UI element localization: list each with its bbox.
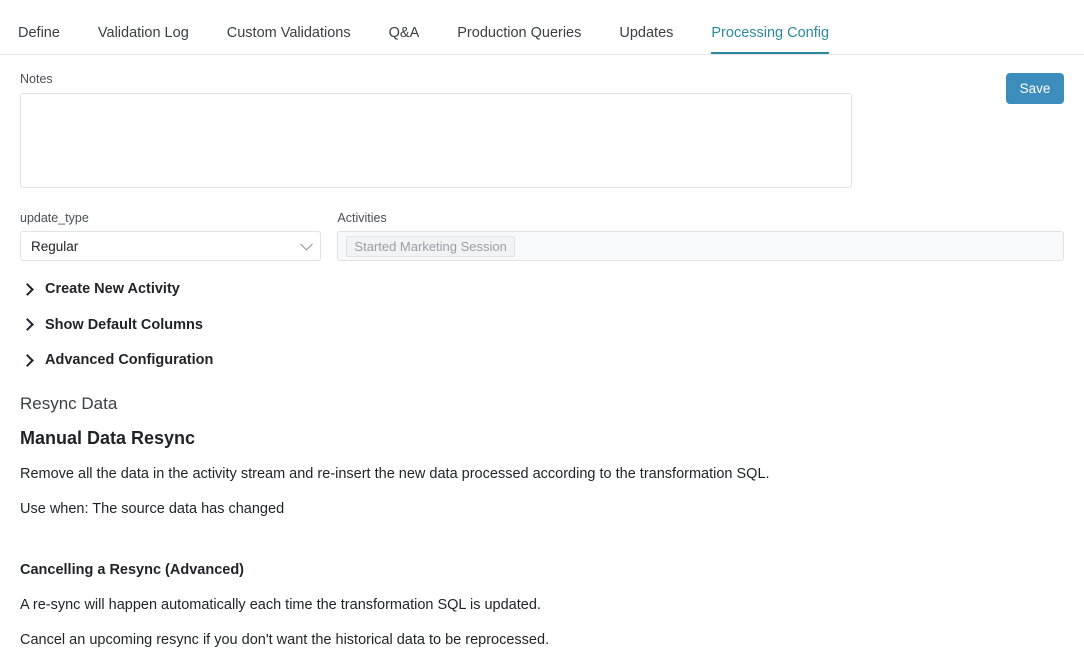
cancel-resync-description-1: A re-sync will happen automatically each time the transformation SQL is updated. bbox=[20, 597, 541, 614]
activities-multiselect[interactable] bbox=[337, 231, 1064, 261]
update-type-value: Regular bbox=[31, 238, 79, 254]
chevron-right-icon bbox=[21, 283, 34, 296]
activities-label: Activities bbox=[337, 210, 387, 225]
manual-resync-heading: Manual Data Resync bbox=[20, 427, 196, 448]
cancel-resync-description-2: Cancel an upcoming resync if you don't want the historical data to be reprocessed. bbox=[20, 631, 550, 648]
notes-input[interactable] bbox=[20, 93, 852, 188]
manual-resync-description: Remove all the data in the activity stream and re-insert the new data processed according to the transformation SQL. bbox=[20, 466, 770, 483]
tab-validation-log[interactable]: Validation Log bbox=[97, 24, 189, 41]
accordion-label: Advanced Configuration bbox=[45, 352, 214, 368]
chevron-down-icon bbox=[301, 238, 314, 251]
config-selects-row bbox=[20, 212, 1064, 262]
resync-section-title: Resync Data bbox=[20, 393, 118, 413]
accordion-create-new-activity[interactable] bbox=[20, 282, 1064, 297]
cancel-resync-subheading: Cancelling a Resync (Advanced) bbox=[20, 562, 245, 579]
update-type-label: update_type bbox=[20, 210, 89, 225]
chevron-right-icon bbox=[21, 354, 34, 367]
update-type-select[interactable] bbox=[20, 231, 321, 261]
manual-resync-usage: Use when: The source data has changed bbox=[20, 501, 285, 518]
tab-updates[interactable]: Updates bbox=[619, 24, 674, 41]
accordion-advanced-configuration[interactable] bbox=[20, 353, 1064, 368]
accordion-show-default-columns[interactable] bbox=[20, 318, 1064, 333]
update-type-field bbox=[20, 212, 321, 262]
notes-section bbox=[20, 73, 1064, 193]
activity-chip[interactable]: Started Marketing Session bbox=[346, 236, 514, 257]
tab-production-queries[interactable]: Production Queries bbox=[457, 24, 582, 41]
tab-processing-config[interactable]: Processing Config bbox=[711, 26, 829, 55]
page-content bbox=[0, 55, 1084, 650]
tab-custom-validations[interactable]: Custom Validations bbox=[226, 24, 351, 41]
tab-define[interactable]: Define bbox=[18, 24, 60, 41]
save-button[interactable]: Save bbox=[1006, 73, 1064, 104]
chevron-right-icon bbox=[21, 318, 34, 331]
activities-field bbox=[337, 212, 1064, 262]
tab-bar bbox=[0, 0, 1084, 55]
tab-qa[interactable]: Q&A bbox=[388, 24, 420, 41]
accordion-label: Show Default Columns bbox=[45, 316, 203, 333]
accordion-label: Create New Activity bbox=[45, 281, 180, 297]
notes-label: Notes bbox=[20, 72, 53, 86]
